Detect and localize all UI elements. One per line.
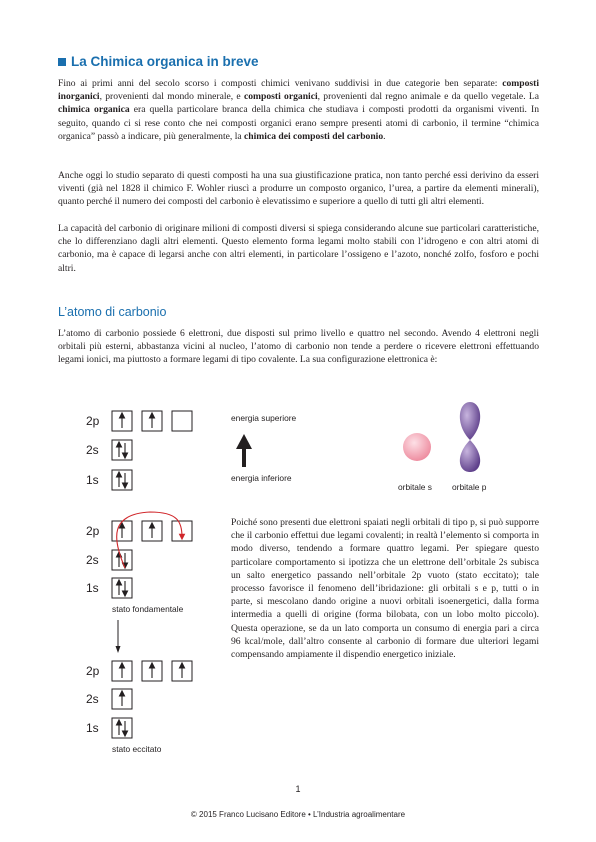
transition-arrow-icon: [116, 620, 121, 653]
box-2s-excited: [112, 689, 132, 709]
section-paragraph: L’atomo di carbonio possiede 6 elettroni, due disposti sul primo livello e quattro nel secondo. Avendo 4 elettroni negli orbitali più esterni, abbastanza vicini al nucleo, l’atomo di carbonio non tende a perdere o ricevere elettroni effettuando legami ionici, ma piuttosto a formare legami di tipo covalente. La sua configurazione elettronica è:: [58, 328, 539, 366]
page-title-text: La Chimica organica in breve: [71, 54, 259, 69]
level-label-2s-ground: 2s: [86, 553, 99, 567]
energy-high-label: energia superiore: [231, 413, 297, 423]
excited-state-label: stato eccitato: [112, 744, 162, 754]
level-label-2p: 2p: [86, 414, 100, 428]
box-1s-ground: [112, 578, 132, 598]
intro-paragraph-3: La capacità del carbonio di originare milioni di composti diversi si spiega considerando alcune sue particolari caratteristiche, che lo differenziano dagli altri elementi. Questo elemento forma legami molto stabili con l’idrogeno e con altri atomi di carbonio, ma è capace di legarsi anche con altri elementi, in particolare l’ossigeno e l’azoto, nonché zolfo, fosforo e pochi altri.: [58, 223, 539, 274]
orbital-p-icon: [460, 402, 480, 472]
box-1s: [112, 470, 132, 490]
box-2s: [112, 440, 132, 460]
intro-paragraph-2: Anche oggi lo studio separato di questi composti ha una sua giustificazione pratica, non tanto perché essi derivino da esseri viventi (già nel 1828 il chimico F. Wohler riuscì a produrre un composto organico, l’urea, a partire da elementi minerali), quanto perché il numero dei composti del carbonio è elevatissimo e superiore a quello di tutti gli altri elementi.: [58, 170, 539, 208]
orbital-s-label: orbitale s: [398, 482, 432, 492]
level-label-2p-ground: 2p: [86, 524, 100, 538]
section-heading: L’atomo di carbonio: [58, 305, 167, 319]
energy-low-label: energia inferiore: [231, 473, 292, 483]
box-2p-2: [142, 411, 162, 431]
box-2p-3: [172, 411, 192, 431]
box-1s-excited: [112, 718, 132, 738]
box-2p-1-excited: [112, 661, 132, 681]
box-2p-1: [112, 411, 132, 431]
page-number: 1: [295, 784, 301, 794]
explanation-paragraph: Poiché sono presenti due elettroni spaiati negli orbitali di tipo p, si può supporre che il carbonio effettui due legami covalenti; in realtà l’elemento si comporta in modo diverso, tendendo a formare quattro legami. Per spiegare questo particolare comportamento si ipotizza che un elettrone dell’orbitale 2s subisca un salto energetico passando nell’orbitale 2p vuoto (stato eccitato); tale processo favorisce il fenomeno dell’ibridazione: gli orbitali s e p, tutti o in parte, si mescolano dando origine a nuovi orbitali isoenergetici, dalla forma intermedia a quelli di origine (forma bilobata, con un lobo molto piccolo). Questa operazione, se da un lato comporta un consumo di energia pari a circa 96 kcal/mole, dall’altro consente al carbonio di formare due ulteriori legami compensando ampiamente il dispendio energetico iniziale.: [231, 517, 539, 661]
level-label-1s: 1s: [86, 473, 99, 487]
orbital-p-label: orbitale p: [452, 482, 487, 492]
ground-state-label: stato fondamentale: [112, 604, 184, 614]
level-label-1s-ground: 1s: [86, 581, 99, 595]
intro-paragraph-1: Fino ai primi anni del secolo scorso i composti chimici venivano suddivisi in due categorie ben separate: composti inorganici, provenienti dal mondo minerale, e composti organici, provenienti dal regno animale e da quello vegetale. La chimica organica era quella particolare branca della chimica che studiava i composti prodotti da organismi viventi. In seguito, quando ci si rese conto che nei composti organici erano sempre presenti atomi di carbonio, il termine “chimica organica” passò a indicare, più generalmente, la chimica dei composti del carbonio.: [58, 78, 539, 142]
box-2p-1-ground: [112, 521, 132, 541]
box-2p-2-ground: [142, 521, 162, 541]
level-label-2s-excited: 2s: [86, 692, 99, 706]
level-label-2s: 2s: [86, 443, 99, 457]
box-2p-2-excited: [142, 661, 162, 681]
level-label-1s-excited: 1s: [86, 721, 99, 735]
footer: © 2015 Franco Lucisano Editore • L’Industria agroalimentare: [190, 810, 406, 819]
orbital-s-icon: [403, 433, 431, 461]
energy-arrow-icon: [236, 434, 252, 467]
level-label-2p-excited: 2p: [86, 664, 100, 678]
box-2p-3-excited: [172, 661, 192, 681]
